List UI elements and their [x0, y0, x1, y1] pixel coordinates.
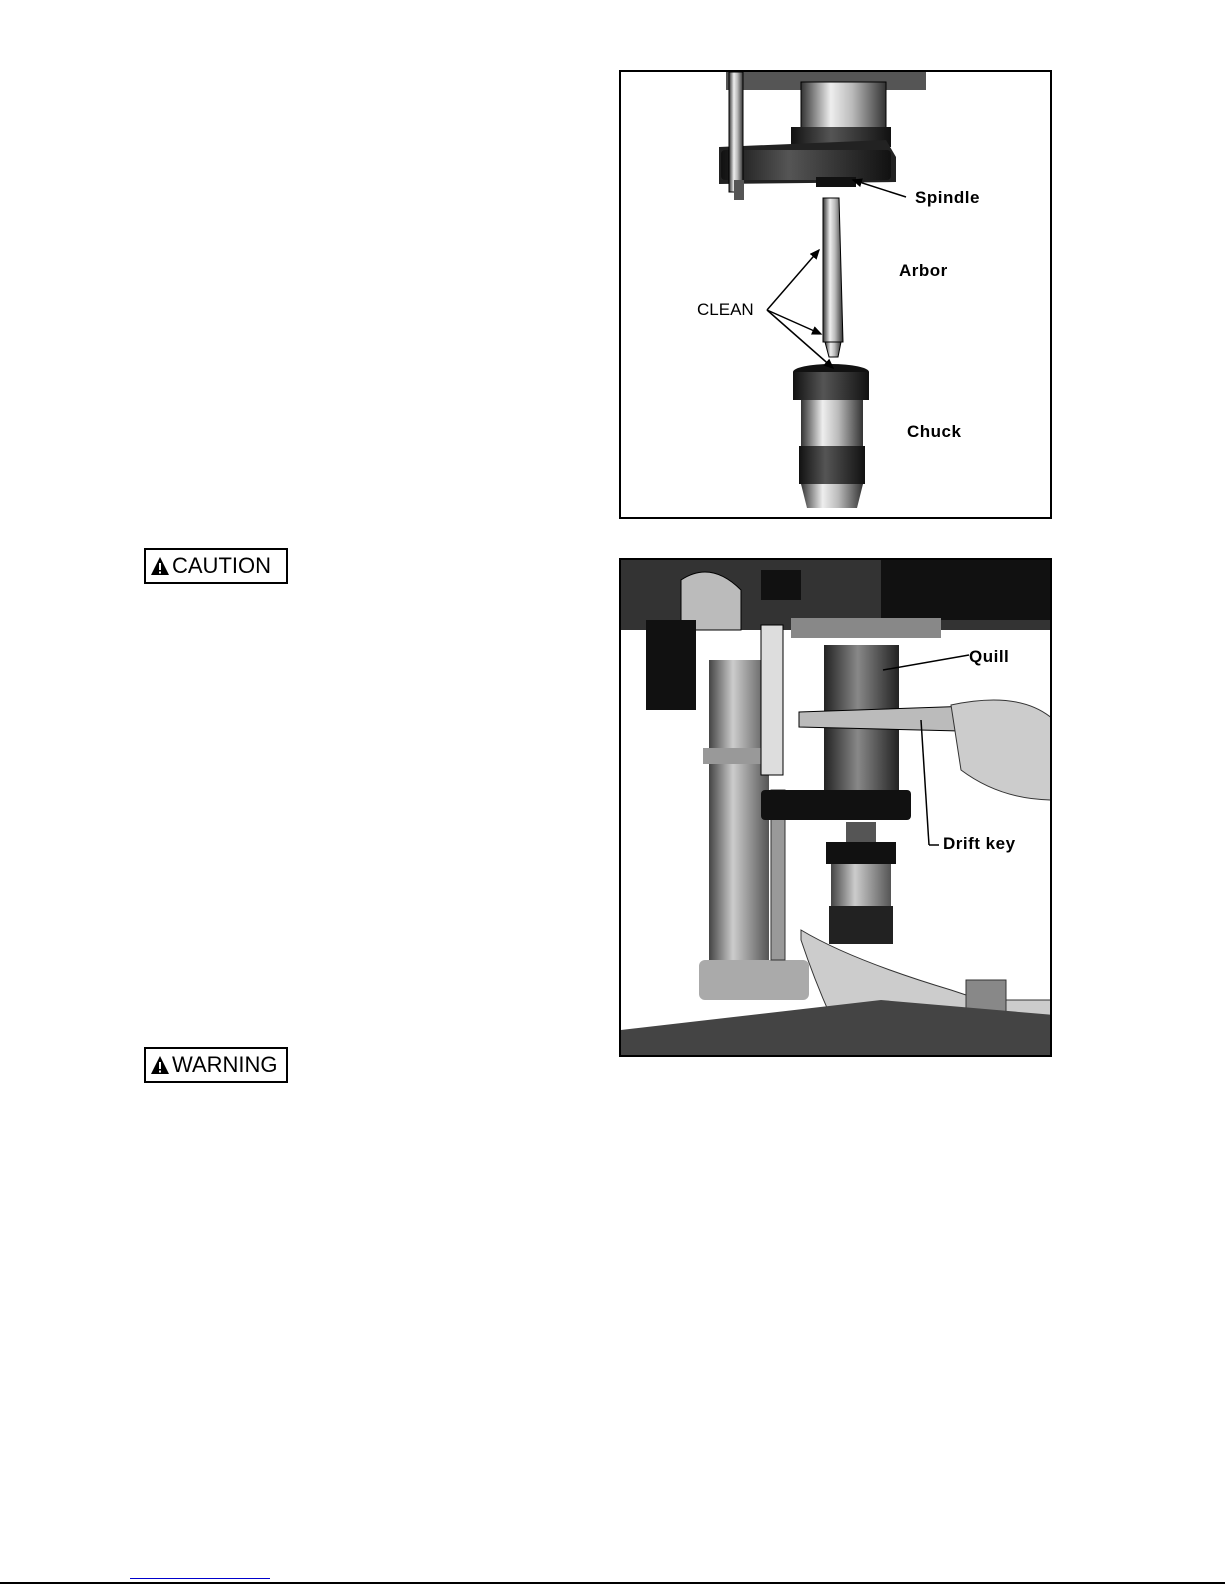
drift-key-label: Drift key	[943, 834, 1016, 853]
arbor-shape	[823, 198, 843, 357]
warning-notice	[144, 1047, 288, 1083]
spindle-housing	[719, 72, 926, 200]
figure-drift-key	[619, 558, 1052, 1057]
caution-label: CAUTION	[172, 553, 271, 578]
warning-triangle-icon	[150, 1055, 170, 1075]
caution-notice	[144, 548, 288, 584]
spindle-label: Spindle	[915, 188, 980, 207]
chuck-label: Chuck	[907, 422, 962, 441]
footer-link-underline[interactable]	[130, 1578, 270, 1579]
clean-label: CLEAN	[697, 300, 754, 319]
warning-label: WARNING	[172, 1052, 278, 1077]
warning-triangle-icon	[150, 556, 170, 576]
chuck-shape	[793, 364, 869, 508]
arbor-chuck-illustration	[621, 72, 1052, 519]
figure-arbor-chuck	[619, 70, 1052, 519]
footer-rule	[0, 1582, 1225, 1584]
quill-label: Quill	[969, 647, 1010, 666]
arbor-label: Arbor	[899, 261, 948, 280]
drift-key-photo	[621, 560, 1052, 1057]
